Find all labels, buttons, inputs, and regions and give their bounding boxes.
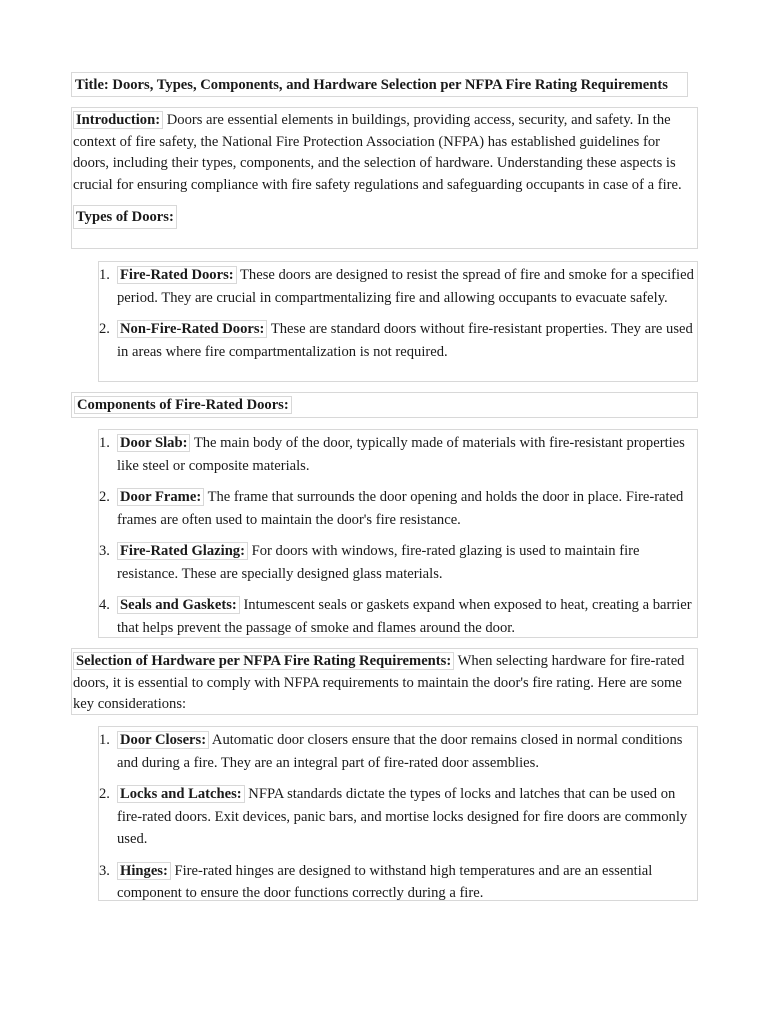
- item-text: Fire-rated hinges are designed to withstand high temperatures and are an essential component to ensure the door functions correctly during a fire.: [117, 862, 653, 901]
- selection-label: Selection of Hardware per NFPA Fire Rating Requirements:: [73, 652, 454, 670]
- list-item: [99, 860, 695, 905]
- list-item: [99, 783, 695, 851]
- item-number: 1.: [99, 267, 110, 283]
- selection-paragraph: [73, 651, 695, 716]
- item-text: These are standard doors without fire-resistant properties. They are used in areas where fire compartmentalization is not required.: [117, 321, 693, 360]
- item-text: The frame that surrounds the door opening and holds the door in place. Fire-rated frames are often used to maintain the door's fire resistance.: [117, 489, 684, 528]
- components-list: [98, 429, 698, 638]
- item-label: Seals and Gaskets:: [117, 596, 240, 614]
- introduction-section: [71, 107, 698, 249]
- components-heading-box: [71, 392, 698, 418]
- introduction-label: Introduction:: [73, 111, 163, 129]
- item-text: The main body of the door, typically made of materials with fire-resistant properties like steel or composite materials.: [117, 435, 685, 474]
- list-item: [99, 432, 695, 477]
- item-number: 4.: [99, 597, 110, 613]
- item-text: Automatic door closers ensure that the door remains closed in normal conditions and during a fire. They are an integral part of fire-rated door assemblies.: [117, 732, 683, 771]
- item-label: Fire-Rated Doors:: [117, 266, 237, 284]
- item-label: Door Frame:: [117, 488, 204, 506]
- types-list: [98, 261, 698, 382]
- list-item: [99, 594, 695, 639]
- item-label: Non-Fire-Rated Doors:: [117, 320, 267, 338]
- item-number: 2.: [99, 489, 110, 505]
- introduction-text: Doors are essential elements in buildings, providing access, security, and safety. In the context of fire safety, the National Fire Protection Association (NFPA) has established guidelines for doors, including their types, components, and the selection of hardware. Understanding these aspects is crucial for ensuring compliance with fire safety regulations and safeguarding occupants in case of a fire.: [73, 112, 682, 193]
- list-item: [99, 318, 695, 363]
- list-item: [99, 264, 695, 309]
- item-label: Hinges:: [117, 862, 171, 880]
- item-number: 3.: [99, 862, 110, 879]
- selection-text: When selecting hardware for fire-rated doors, it is essential to comply with NFPA requirements to maintain the door's fire rating. Here are some key considerations:: [73, 653, 685, 712]
- list-item: [99, 540, 695, 585]
- item-label: Locks and Latches:: [117, 785, 245, 803]
- hardware-list: [98, 726, 698, 901]
- item-label: Door Closers:: [117, 731, 209, 749]
- selection-section: [71, 648, 698, 715]
- item-number: 1.: [99, 435, 110, 451]
- item-text: NFPA standards dictate the types of locks and latches that can be used on fire-rated doors. Exit devices, panic bars, and mortise locks designed for fire doors are commonly used.: [117, 786, 688, 847]
- item-label: Door Slab:: [117, 434, 190, 452]
- item-text: These doors are designed to resist the spread of fire and smoke for a specified period. They are crucial in compartmentalizing fire and allowing occupants to evacuate safely.: [117, 267, 694, 306]
- list-item: [99, 486, 695, 531]
- introduction-paragraph: [73, 110, 695, 196]
- item-number: 1.: [99, 732, 110, 748]
- item-number: 2.: [99, 321, 110, 337]
- item-number: 3.: [99, 543, 110, 559]
- document-title: Title: Doors, Types, Components, and Hardware Selection per NFPA Fire Rating Requirements: [71, 72, 688, 97]
- item-text: Intumescent seals or gaskets expand when exposed to heat, creating a barrier that helps prevent the passage of smoke and flames around the door.: [117, 597, 692, 636]
- item-number: 2.: [99, 786, 110, 802]
- types-heading: Types of Doors:: [73, 205, 177, 229]
- list-item: [99, 729, 695, 774]
- item-text: For doors with windows, fire-rated glazing is used to maintain fire resistance. These are specially designed glass materials.: [117, 543, 640, 582]
- item-label: Fire-Rated Glazing:: [117, 542, 248, 560]
- components-heading: Components of Fire-Rated Doors:: [74, 396, 292, 414]
